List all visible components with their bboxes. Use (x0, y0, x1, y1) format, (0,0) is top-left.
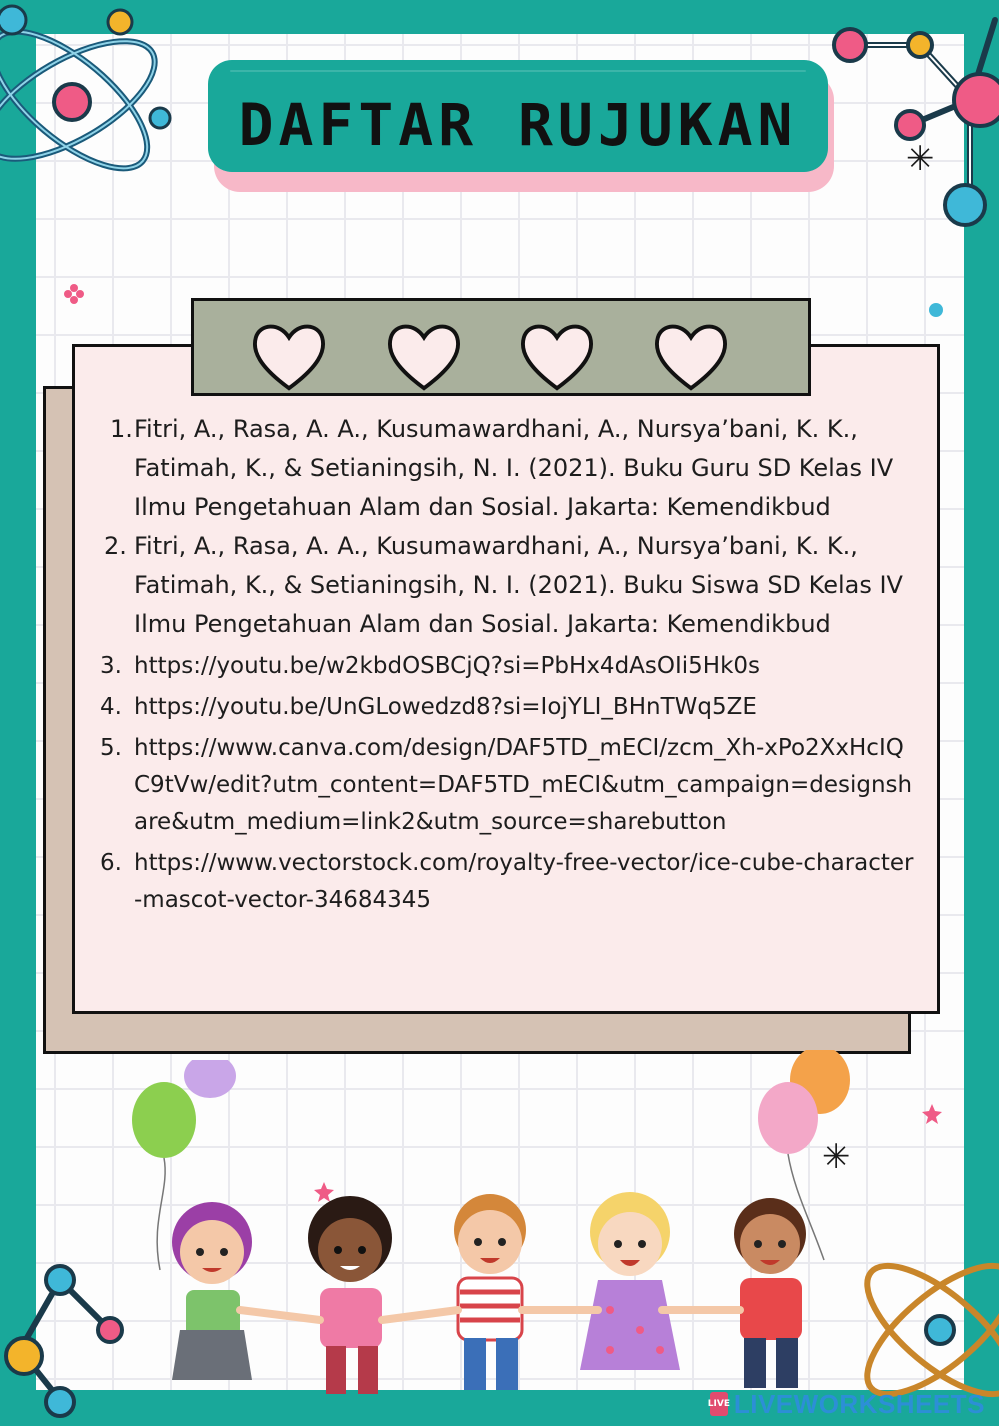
heart-icon (518, 318, 596, 396)
page-title: DAFTAR RUJUKAN (238, 91, 798, 159)
list-item (100, 730, 915, 841)
list-item (100, 410, 915, 527)
list-item (100, 845, 915, 919)
list-item-link[interactable]: https://www.canva.com/design/DAF5TD_mECI/zcm_Xh-xPo2XxHcIQC9tVw/edit?utm_content=DAF5TD_mECI&utm_campaign=designshare&utm_medium=link2&utm_source=sharebutton (134, 735, 913, 835)
svg-text:✳: ✳ (906, 139, 935, 179)
list-item-number: 4. (100, 694, 122, 720)
list-item-link[interactable]: https://www.vectorstock.com/royalty-free-vector/ice-cube-character-mascot-vector-34684345 (134, 850, 914, 913)
heart-icon (385, 318, 463, 396)
sparkle-icon (64, 284, 84, 304)
dot-icon (928, 302, 944, 318)
list-item-text: Fitri, A., Rasa, A. A., Kusumawardhani, A., Nursya’bani, K. K., Fatimah, K., & Setianingsih, N. I. (2021). Buku Siswa SD Kelas IV Ilmu Pengetahuan Alam dan Sosial. Jakarta: Kemendikbud (134, 532, 903, 638)
list-item (100, 648, 915, 685)
watermark-text: LIVEWORKSHEETS (733, 1388, 985, 1419)
list-item-number: 2. (104, 532, 127, 560)
sparkle-icon (922, 1104, 942, 1124)
molecule-icon (0, 1220, 150, 1426)
liveworksheets-watermark (707, 1388, 985, 1420)
list-item-number: 5. (100, 735, 122, 761)
atom-icon (0, 0, 200, 220)
molecule-icon (810, 0, 999, 260)
heart-icon (652, 318, 730, 396)
list-item (100, 689, 915, 726)
list-item-link[interactable]: https://youtu.be/UnGLowedzd8?si=IojYLI_BHnTWq5ZE (134, 694, 757, 720)
liveworksheets-logo-icon: LIVE (710, 1392, 728, 1416)
svg-text:✳: ✳ (822, 1137, 851, 1177)
list-item (100, 527, 915, 644)
heart-icon (250, 318, 328, 396)
list-item-number: 6. (100, 850, 122, 876)
list-item-text: Fitri, A., Rasa, A. A., Kusumawardhani, A., Nursya’bani, K. K., Fatimah, K., & Setianingsih, N. I. (2021). Buku Guru SD Kelas IV Ilmu Pengetahuan Alam dan Sosial. Jakarta: Kemendikbud (134, 415, 894, 521)
list-item-link[interactable]: https://youtu.be/w2kbdOSBCjQ?si=PbHx4dAsOIi5Hk0s (134, 653, 761, 679)
reference-list (100, 410, 915, 919)
list-item-number: 3. (100, 653, 122, 679)
list-item-number: 1. (110, 415, 133, 443)
children-holding-hands-illustration (140, 1180, 880, 1400)
